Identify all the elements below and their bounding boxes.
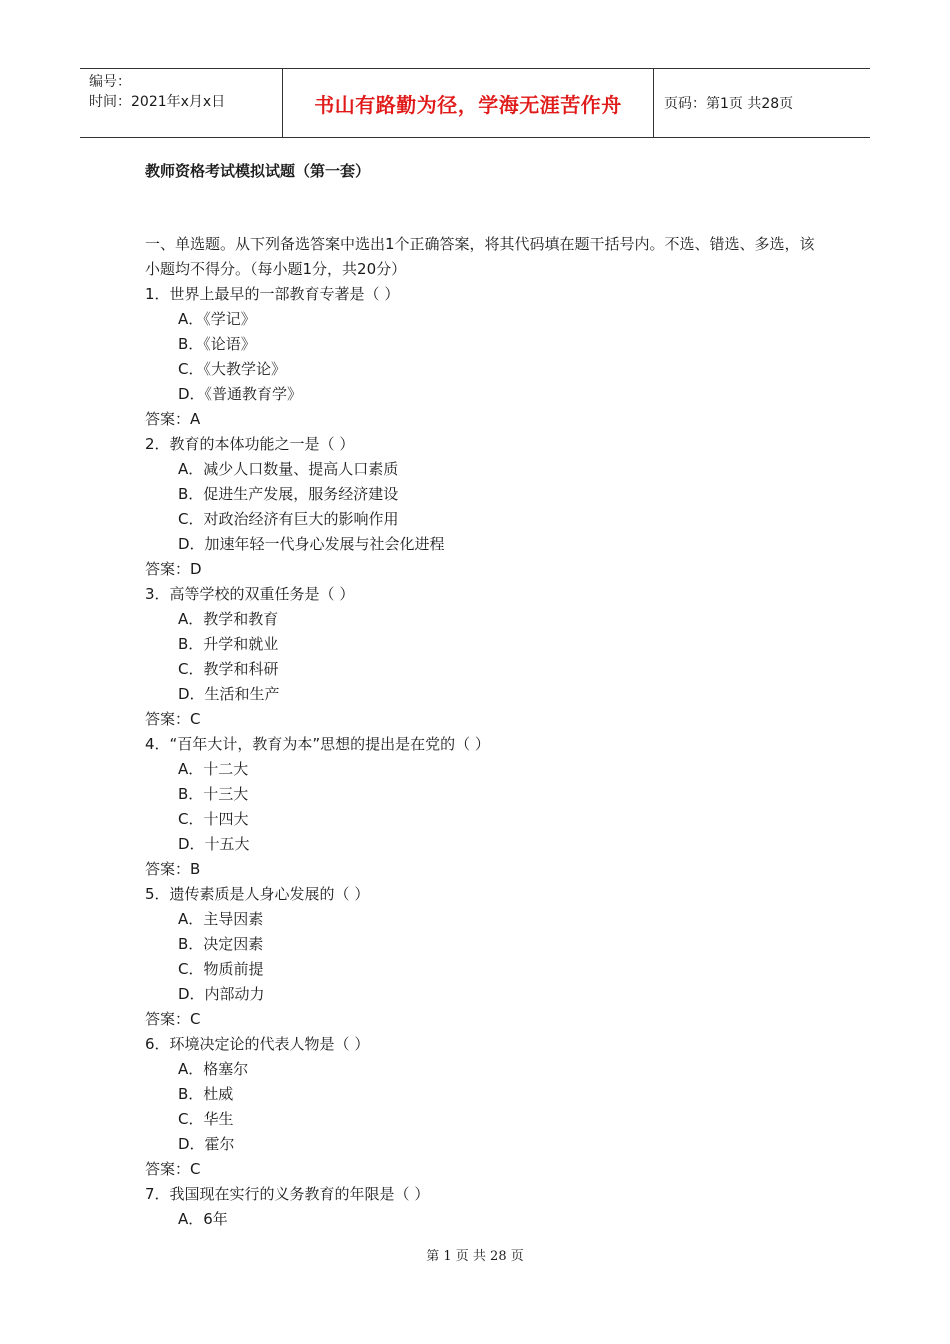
- answer-option: A．十二大: [178, 760, 249, 778]
- question-stem: 7．我国现在实行的义务教育的年限是（ ）: [145, 1185, 430, 1203]
- answer-option: D．加速年轻一代身心发展与社会化进程: [178, 535, 445, 553]
- header-slogan-cell: [282, 69, 654, 137]
- section-intro: 一、单选题。从下列备选答案中选出1个正确答案，将其代码填在题干括号内。不选、错选、多选，该小题均不得分。（每小题1分，共20分）: [145, 235, 815, 278]
- answer-option: A．教学和教育: [178, 610, 279, 628]
- answer-key: 答案：C: [145, 1010, 201, 1028]
- time-label: 时间：2021年x月x日: [89, 94, 226, 110]
- answer-option: A．《学记》: [178, 310, 256, 328]
- page-footer: 第 1 页 共 28 页: [426, 1249, 524, 1264]
- answer-option: C．物质前提: [178, 960, 264, 978]
- answer-option: B．决定因素: [178, 935, 264, 953]
- answer-key: 答案：A: [145, 410, 201, 428]
- question-stem: 6．环境决定论的代表人物是（ ）: [145, 1035, 370, 1053]
- answer-option: D．《普通教育学》: [178, 385, 303, 403]
- answer-option: C．十四大: [178, 810, 249, 828]
- slogan: 书山有路勤为径，学海无涯苦作舟: [314, 92, 622, 117]
- answer-option: D．霍尔: [178, 1135, 235, 1153]
- header-page-info-cell: [654, 69, 870, 137]
- answer-option: D．十五大: [178, 835, 250, 853]
- page-header: [80, 68, 870, 138]
- question-stem: 5．遗传素质是人身心发展的（ ）: [145, 885, 370, 903]
- answer-option: A．6年: [178, 1210, 228, 1228]
- question-list: [145, 282, 815, 1232]
- answer-option: A．格塞尔: [178, 1060, 249, 1078]
- answer-option: B．十三大: [178, 785, 249, 803]
- answer-option: B．升学和就业: [178, 635, 279, 653]
- answer-option: D．生活和生产: [178, 685, 280, 703]
- page-info: 页码：第1页 共28页: [664, 96, 794, 112]
- answer-key: 答案：C: [145, 1160, 201, 1178]
- answer-option: B．促进生产发展，服务经济建设: [178, 485, 399, 503]
- answer-option: A．减少人口数量、提高人口素质: [178, 460, 399, 478]
- answer-option: C．《大教学论》: [178, 360, 286, 378]
- answer-option: C．华生: [178, 1110, 234, 1128]
- answer-option: C．对政治经济有巨大的影响作用: [178, 510, 399, 528]
- answer-key: 答案：C: [145, 710, 201, 728]
- answer-option: B．杜威: [178, 1085, 234, 1103]
- header-meta: [80, 69, 282, 137]
- answer-option: A．主导因素: [178, 910, 264, 928]
- answer-option: D．内部动力: [178, 985, 265, 1003]
- answer-key: 答案：B: [145, 860, 201, 878]
- question-stem: 4．“百年大计，教育为本”思想的提出是在党的（ ）: [145, 735, 490, 753]
- answer-key: 答案：D: [145, 560, 202, 578]
- question-stem: 2．教育的本体功能之一是（ ）: [145, 435, 355, 453]
- document-title: 教师资格考试模拟试题（第一套）: [145, 162, 371, 180]
- question-stem: 3．高等学校的双重任务是（ ）: [145, 585, 355, 603]
- number-label: 编号：: [89, 74, 131, 90]
- answer-option: B．《论语》: [178, 335, 256, 353]
- answer-option: C．教学和科研: [178, 660, 279, 678]
- question-stem: 1．世界上最早的一部教育专著是（ ）: [145, 285, 400, 303]
- document-body: [145, 232, 815, 1232]
